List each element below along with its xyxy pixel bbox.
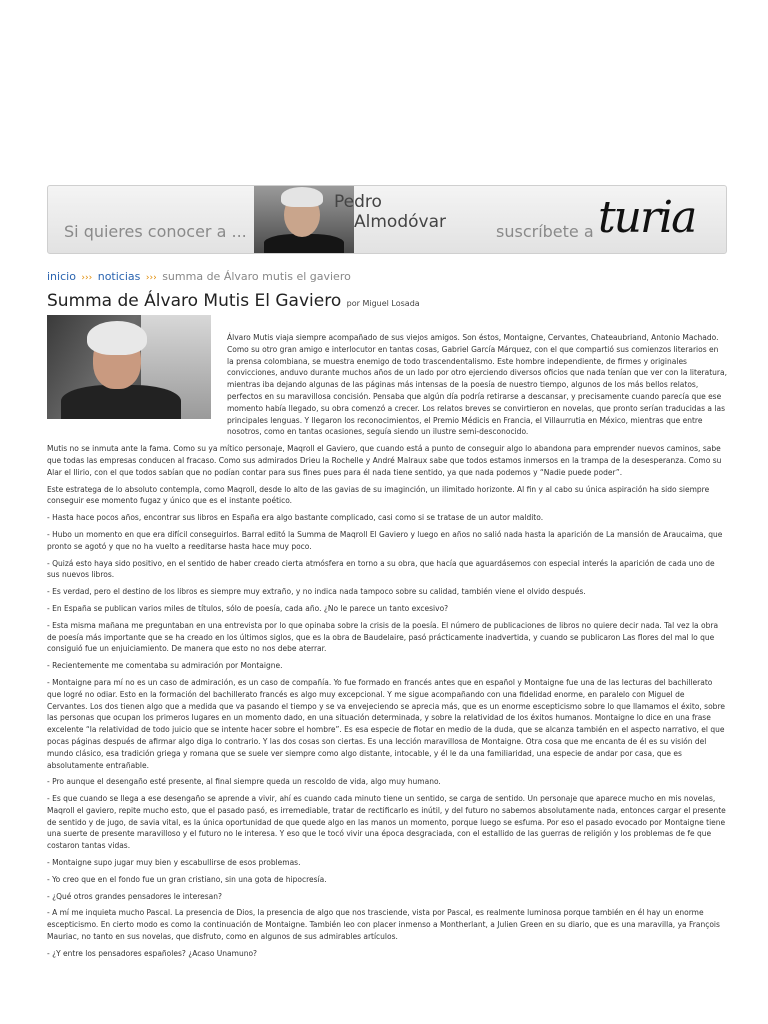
subscription-banner[interactable] [47,185,727,254]
banner-name-last: Almodóvar [354,212,446,232]
article-paragraph: - Es que cuando se llega a ese desengaño se aprende a vivir, ahí es cuando cada minuto tiene un sentido, se carga de sentido. Un personaje que aparece mucho en mis novelas, Maqroll el gaviero, repite mucho esto, que el pasado pasó, es irremediable, tratar de rectificarlo es inútil, y del futuro no sabemos absolutamente nada, entonces cargar el presente de sentido y de jugo, de savia vital, es la única oportunidad de que quede algo en las manos un momento, porque luego se esfuma. Por eso el pasado evocado por Montaigne tiene una suerte de presente maravilloso y el futuro no le interesa. Y eso que le tocó vivir una época desgraciada, con el estallido de las guerras de religión y los problemas de fe que costaron tantas vidas. [47,794,726,851]
article-paragraph: - Recientemente me comentaba su admiración por Montaigne. [47,661,283,671]
article-byline: por Miguel Losada [346,299,420,308]
banner-subscribe-text: suscríbete a [496,222,594,241]
article-paragraph: - A mí me inquieta mucho Pascal. La presencia de Dios, la presencia de algo que nos trasciende, vista por Pascal, es realmente luminosa porque también en él hay un enorme escepticismo. En cierto modo es como la continuación de Montaigne. También leo con placer inmenso a Montherlant, a Julien Green en su diario, que es una maravilla, ya François Mauriac, no tanto en sus novelas, que disfruto, como en algunos de sus admirables artículos. [47,908,720,942]
article-paragraph: - ¿Y entre los pensadores españoles? ¿Acaso Unamuno? [47,948,258,958]
breadcrumb-current: summa de Álvaro mutis el gaviero [162,270,351,283]
turia-logo: turia [598,192,696,243]
article-paragraph: - En España se publican varios miles de títulos, sólo de poesía, cada año. ¿No le parece un tanto excesivo? [47,603,449,613]
breadcrumb-separator-icon: ››› [81,273,93,283]
breadcrumb-separator-icon: ››› [145,273,157,283]
article-paragraph: - Esta misma mañana me preguntaban en una entrevista por lo que opinaba sobre la crisis de la poesía. El número de publicaciones de libros no quiere decir nada. Tal vez la obra de poesía más importante que se ha creado en los últimos siglos, que es la obra de Baudelaire, pasó prácticamente inadvertida, y cuando se publicaron Las flores del mal lo que consiguió fue un enjuiciamiento. De manera que esto no nos debe aterrar. [47,620,719,654]
article-paragraph: Mutis no se inmuta ante la fama. Como su ya mítico personaje, Maqroll el Gaviero, que cuando está a punto de conseguir algo lo abandona para emprender nuevos caminos, sabe que todas las empresas conducen al fracaso. Como sus admirados Drieu la Rochelle y André Malraux sabe que todos estamos inmersos en la trampa de la desesperanza. Como su Alar el Ilirio, con el que todos sabían que no podían contar para sus fines pues para él nada tiene sentido, ya que nada podemos y “Nadie puede poder”. [47,444,722,477]
banner-lead-text: Si quieres conocer a ... [64,222,247,241]
article-title-text: Summa de Álvaro Mutis El Gaviero [47,291,342,311]
breadcrumb-news-link[interactable]: noticias [97,270,141,283]
article-paragraph: Álvaro Mutis viaja siempre acompañado de sus viejos amigos. Son éstos, Montaigne, Cervantes, Chateaubriand, Antonio Machado. Como su otro gran amigo e interlocutor en tantas cosas, Gabriel García Márquez, con el que compartió sus comienzos literarios en la prensa colombiana, se muestra enemigo de todo trascendentalismo. Este hombre independiente, de firmes y originales convicciones, anduvo durante muchos años de un lado por otro ejerciendo diversos oficios que nada tenían que ver con la literatura, mientras iba dejando algunas de las páginas más intensas de la poesía de nuestro tiempo, algunos de los más bellos relatos, perfectos en su maravillosa concisión. Pensaba que algún día podría retirarse a descansar, y precisamente cuando parecía que ese momento había llegado, su obra comenzó a crecer. Los relatos breves se convirtieron en novelas, que pronto serían traducidas a las principales lenguas. Y llegaron los reconocimientos, el Premio Médicis en Francia, el Villaurrutia en México, mientras que entre nosotros, como en tantas ocasiones, seguía siendo un ilustre semi-desconocido. [227,333,727,437]
article-paragraph: - Es verdad, pero el destino de los libros es siempre muy extraño, y no indica nada tampoco sobre su calidad, también viene el olvido después. [47,587,586,597]
article-paragraph: - ¿Qué otros grandes pensadores le interesan? [47,891,222,901]
banner-name-first: Pedro [334,192,382,212]
breadcrumb [47,270,351,283]
article-paragraph: - Quizá esto haya sido positivo, en el sentido de haber creado cierta atmósfera en torno a su obra, que hacía que aguardásemos con especial interés la aparición de cada uno de sus nuevos libros. [47,558,715,580]
article-paragraph: - Montaigne para mí no es un caso de admiración, es un caso de compañía. Yo fue formado en francés antes que en español y Montaigne fue una de las lecturas del bachillerato que logré no odiar. Esto en la formación del bachillerato francés es algo muy excepcional. Y me sigue acompañando con una fidelidad enorme, en paralelo con Miguel de Cervantes. Los dos tienen algo que a medida que va pasando el tiempo y se va envejeciendo se aprecia más, que es un enorme escepticismo sobre lo que llamamos el éxito, sobre las personas que ocupan los primeros lugares en un momento dado, en una situación determinada, y sobre la relatividad de los éxitos humanos. Montaigne lo dice en una frase excelente “la relatividad de todo juicio que se intente hacer sobre el hombre”. Es esa especie de flotar en medio de la duda, que se alcanza también en el aspecto narrativo, el que pocas páginas después de afirmar algo diga lo contrario. Y las dos cosas son ciertas. Es una lección maravillosa de Montaigne. Otra cosa que me encanta de él es su visión del mundo clásico, esa tradición griega y romana que se suele ver siempre como algo distante, intocable, y él le da una familiaridad, una especie de andar por casa, que es absolutamente entrañable. [47,677,725,770]
article-paragraph: Este estratega de lo absoluto contempla, como Maqroll, desde lo alto de las gavias de su imaginción, un ilimitado horizonte. Al fin y al cabo su única aspiración ha sido siempre conseguir ese momento fugaz y único que es el instante poético. [47,484,710,506]
article-paragraph: - Hasta hace pocos años, encontrar sus libros en España era algo bastante complicado, casi como si se tratase de un autor maldito. [47,513,544,523]
breadcrumb-home-link[interactable]: inicio [47,270,76,283]
article-paragraph: - Pro aunque el desengaño esté presente, al final siempre queda un rescoldo de vida, algo muy humano. [47,777,441,787]
article-title [47,291,420,311]
article-body [47,332,727,965]
article-paragraph: - Hubo un momento en que era difícil conseguirlos. Barral editó la Summa de Maqroll El Gaviero y luego en años no salió nada hasta la aparición de La mansión de Araucaima, que pronto se agotó y que no ha vuelto a reeditarse hasta hace muy poco. [47,529,723,551]
article-paragraph: - Montaigne supo jugar muy bien y escabullirse de esos problemas. [47,858,301,868]
article-paragraph: - Yo creo que en el fondo fue un gran cristiano, sin una gota de hipocresía. [47,874,327,884]
